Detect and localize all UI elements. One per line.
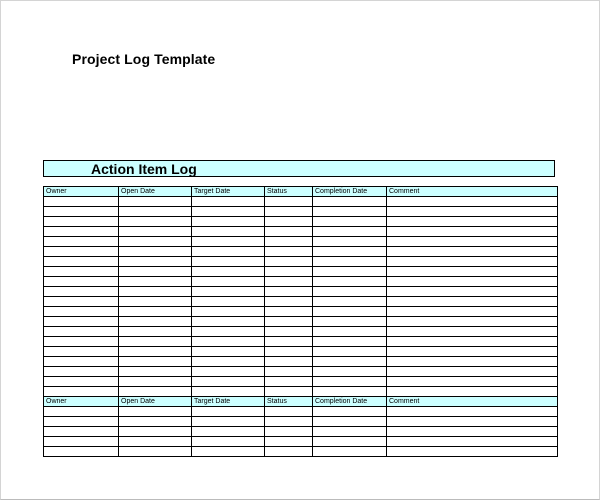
table-cell[interactable] <box>313 387 387 397</box>
table-cell[interactable] <box>44 337 119 347</box>
table-cell[interactable] <box>44 307 119 317</box>
table-cell[interactable] <box>313 277 387 287</box>
table-cell[interactable] <box>387 317 558 327</box>
table-cell[interactable] <box>119 417 192 427</box>
table-cell[interactable] <box>119 237 192 247</box>
table-cell[interactable] <box>119 447 192 457</box>
table-cell[interactable] <box>265 217 313 227</box>
page-title: Project Log Template <box>72 51 216 67</box>
table-cell[interactable] <box>44 237 119 247</box>
table-cell[interactable] <box>265 207 313 217</box>
table-cell[interactable] <box>387 437 558 447</box>
table-row <box>44 427 558 437</box>
table-cell[interactable] <box>119 307 192 317</box>
table-row <box>44 247 558 257</box>
table-cell[interactable] <box>119 367 192 377</box>
table-cell[interactable] <box>44 257 119 267</box>
table-row <box>44 317 558 327</box>
table-cell[interactable] <box>387 277 558 287</box>
table-cell[interactable] <box>313 197 387 207</box>
table-cell[interactable] <box>44 347 119 357</box>
table-cell[interactable] <box>387 267 558 277</box>
table-cell[interactable] <box>387 357 558 367</box>
table-cell[interactable] <box>192 247 265 257</box>
table-cell[interactable] <box>387 447 558 457</box>
table-cell[interactable] <box>265 357 313 367</box>
table-cell[interactable] <box>265 377 313 387</box>
table-cell[interactable] <box>387 337 558 347</box>
table-cell[interactable] <box>44 297 119 307</box>
column-header: Comment <box>387 397 558 407</box>
table-cell[interactable] <box>44 427 119 437</box>
table-cell[interactable] <box>192 367 265 377</box>
table-cell[interactable] <box>265 277 313 287</box>
table-cell[interactable] <box>265 317 313 327</box>
table-cell[interactable] <box>265 257 313 267</box>
table-cell[interactable] <box>192 387 265 397</box>
table-cell[interactable] <box>192 277 265 287</box>
table-row <box>44 447 558 457</box>
table-cell[interactable] <box>192 257 265 267</box>
table-cell[interactable] <box>192 317 265 327</box>
table-row <box>44 287 558 297</box>
table-cell[interactable] <box>265 247 313 257</box>
table-cell[interactable] <box>265 237 313 247</box>
table-cell[interactable] <box>265 227 313 237</box>
table-header <box>44 187 558 197</box>
table-cell[interactable] <box>119 217 192 227</box>
table-cell[interactable] <box>119 347 192 357</box>
table-cell[interactable] <box>265 427 313 437</box>
table-cell[interactable] <box>313 427 387 437</box>
table-cell[interactable] <box>313 267 387 277</box>
table-cell[interactable] <box>119 357 192 367</box>
table-cell[interactable] <box>387 347 558 357</box>
table-cell[interactable] <box>192 347 265 357</box>
table-cell[interactable] <box>44 377 119 387</box>
table-cell[interactable] <box>192 207 265 217</box>
column-header: Open Date <box>119 397 192 407</box>
table-cell[interactable] <box>119 407 192 417</box>
table-cell[interactable] <box>265 407 313 417</box>
table-cell[interactable] <box>313 307 387 317</box>
table-cell[interactable] <box>44 287 119 297</box>
table-cell[interactable] <box>119 317 192 327</box>
table-cell[interactable] <box>265 447 313 457</box>
column-header: Status <box>265 397 313 407</box>
table-cell[interactable] <box>119 387 192 397</box>
table-cell[interactable] <box>119 327 192 337</box>
table-cell[interactable] <box>119 197 192 207</box>
table-cell[interactable] <box>265 387 313 397</box>
table-cell[interactable] <box>44 247 119 257</box>
table-cell[interactable] <box>387 427 558 437</box>
table-cell[interactable] <box>313 237 387 247</box>
table-body <box>44 407 558 457</box>
table-cell[interactable] <box>119 207 192 217</box>
table-cell[interactable] <box>387 327 558 337</box>
table-cell[interactable] <box>313 327 387 337</box>
table-cell[interactable] <box>192 197 265 207</box>
column-header: Comment <box>387 187 558 197</box>
table-cell[interactable] <box>265 437 313 447</box>
table-cell[interactable] <box>44 267 119 277</box>
column-header: Completion Date <box>313 187 387 197</box>
table-row <box>44 367 558 377</box>
table-cell[interactable] <box>313 337 387 347</box>
table-cell[interactable] <box>44 217 119 227</box>
section-title: Action Item Log <box>91 161 197 177</box>
table-cell[interactable] <box>265 367 313 377</box>
column-header: Owner <box>44 397 119 407</box>
table-row <box>44 347 558 357</box>
table-cell[interactable] <box>387 297 558 307</box>
table-row <box>44 277 558 287</box>
table-cell[interactable] <box>313 377 387 387</box>
table-cell[interactable] <box>265 297 313 307</box>
table-row <box>44 307 558 317</box>
table-cell[interactable] <box>313 407 387 417</box>
table-cell[interactable] <box>313 287 387 297</box>
table-cell[interactable] <box>119 287 192 297</box>
table-cell[interactable] <box>44 317 119 327</box>
column-header: Status <box>265 187 313 197</box>
table-cell[interactable] <box>265 347 313 357</box>
table-cell[interactable] <box>192 237 265 247</box>
table-header <box>44 397 558 407</box>
table-row <box>44 437 558 447</box>
table-cell[interactable] <box>387 377 558 387</box>
table-cell[interactable] <box>387 407 558 417</box>
column-header: Target Date <box>192 187 265 197</box>
table-cell[interactable] <box>313 317 387 327</box>
table-row <box>44 417 558 427</box>
table-cell[interactable] <box>44 387 119 397</box>
table-body <box>44 197 558 397</box>
table-cell[interactable] <box>313 207 387 217</box>
table-row <box>44 267 558 277</box>
table-cell[interactable] <box>192 227 265 237</box>
table-cell[interactable] <box>265 327 313 337</box>
table-cell[interactable] <box>119 277 192 287</box>
table-cell[interactable] <box>387 207 558 217</box>
table-cell[interactable] <box>313 357 387 367</box>
table-cell[interactable] <box>387 387 558 397</box>
table-row <box>44 407 558 417</box>
table-cell[interactable] <box>119 247 192 257</box>
table-cell[interactable] <box>387 307 558 317</box>
table-cell[interactable] <box>265 417 313 427</box>
table-cell[interactable] <box>192 407 265 417</box>
section-banner <box>43 160 555 177</box>
table-cell[interactable] <box>192 447 265 457</box>
table-cell[interactable] <box>119 377 192 387</box>
table-cell[interactable] <box>265 307 313 317</box>
table-row <box>44 237 558 247</box>
table-cell[interactable] <box>192 437 265 447</box>
action-item-table-1 <box>43 186 558 397</box>
table-cell[interactable] <box>192 217 265 227</box>
table-cell[interactable] <box>387 367 558 377</box>
table-cell[interactable] <box>313 217 387 227</box>
table-cell[interactable] <box>313 417 387 427</box>
table-cell[interactable] <box>387 217 558 227</box>
table-cell[interactable] <box>44 197 119 207</box>
table-cell[interactable] <box>192 417 265 427</box>
table-cell[interactable] <box>313 437 387 447</box>
action-item-table-2 <box>43 396 558 457</box>
table-cell[interactable] <box>387 417 558 427</box>
table-cell[interactable] <box>192 307 265 317</box>
table-row <box>44 357 558 367</box>
table-cell[interactable] <box>265 287 313 297</box>
table-row <box>44 197 558 207</box>
column-header: Target Date <box>192 397 265 407</box>
table-cell[interactable] <box>265 197 313 207</box>
table-row <box>44 297 558 307</box>
table-cell[interactable] <box>313 227 387 237</box>
table-cell[interactable] <box>44 277 119 287</box>
column-header: Open Date <box>119 187 192 197</box>
column-header: Completion Date <box>313 397 387 407</box>
table-cell[interactable] <box>313 297 387 307</box>
table-row <box>44 337 558 347</box>
table-cell[interactable] <box>387 237 558 247</box>
table-cell[interactable] <box>44 227 119 237</box>
table-cell[interactable] <box>44 367 119 377</box>
table-cell[interactable] <box>192 287 265 297</box>
table-cell[interactable] <box>265 267 313 277</box>
table-cell[interactable] <box>44 327 119 337</box>
table-cell[interactable] <box>387 227 558 237</box>
table-cell[interactable] <box>313 247 387 257</box>
table-cell[interactable] <box>387 247 558 257</box>
table-cell[interactable] <box>44 437 119 447</box>
table-cell[interactable] <box>44 447 119 457</box>
table-cell[interactable] <box>313 257 387 267</box>
table-cell[interactable] <box>192 327 265 337</box>
table-cell[interactable] <box>387 197 558 207</box>
table-cell[interactable] <box>313 367 387 377</box>
table-cell[interactable] <box>119 267 192 277</box>
table-cell[interactable] <box>44 357 119 367</box>
table-cell[interactable] <box>387 287 558 297</box>
table-cell[interactable] <box>119 257 192 267</box>
table-cell[interactable] <box>44 407 119 417</box>
table-row <box>44 217 558 227</box>
table-cell[interactable] <box>192 427 265 437</box>
table-cell[interactable] <box>192 267 265 277</box>
table-cell[interactable] <box>44 417 119 427</box>
table-cell[interactable] <box>313 347 387 357</box>
table-cell[interactable] <box>119 337 192 347</box>
column-header: Owner <box>44 187 119 197</box>
table-cell[interactable] <box>119 437 192 447</box>
table-row <box>44 207 558 217</box>
table-cell[interactable] <box>265 337 313 347</box>
table-cell[interactable] <box>313 447 387 457</box>
table-cell[interactable] <box>119 227 192 237</box>
table-row <box>44 257 558 267</box>
table-row <box>44 387 558 397</box>
table-cell[interactable] <box>192 297 265 307</box>
table-cell[interactable] <box>192 337 265 347</box>
table-cell[interactable] <box>192 377 265 387</box>
table-cell[interactable] <box>192 357 265 367</box>
table-cell[interactable] <box>44 207 119 217</box>
table-cell[interactable] <box>119 427 192 437</box>
table-row <box>44 227 558 237</box>
table-cell[interactable] <box>387 257 558 267</box>
table-row <box>44 377 558 387</box>
table-cell[interactable] <box>119 297 192 307</box>
table-row <box>44 327 558 337</box>
